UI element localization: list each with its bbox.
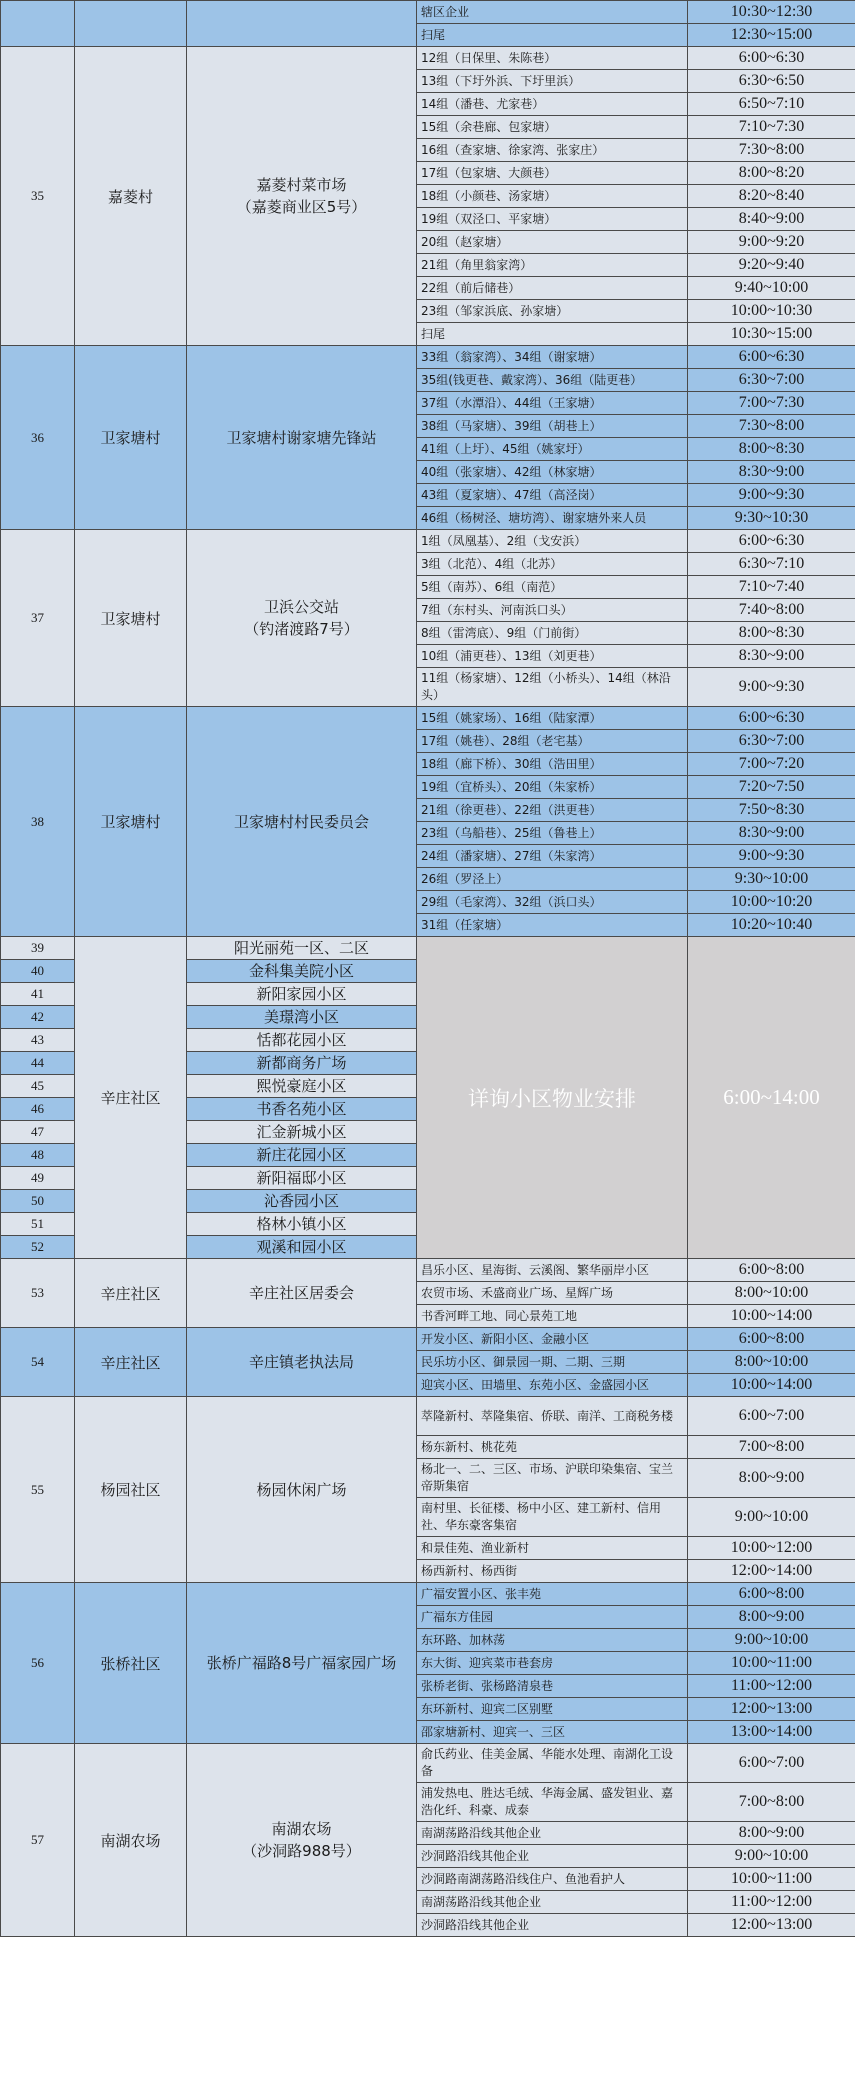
table-row (1, 1, 855, 24)
collection-site: 南湖农场 （沙洞路988号） (187, 1744, 417, 1937)
group-cell: 萃隆新村、萃隆集宿、侨联、南洋、工商税务楼 (417, 1397, 688, 1436)
group-cell: 14组（潘巷、尤家巷） (417, 93, 688, 116)
village-name: 卫家塘村 (75, 707, 187, 937)
collection-site: 汇金新城小区 (187, 1121, 417, 1144)
village-name (75, 1, 187, 47)
group-cell: 20组（赵家塘） (417, 231, 688, 254)
village-name: 南湖农场 (75, 1744, 187, 1937)
group-cell: 民乐坊小区、御景园一期、二期、三期 (417, 1351, 688, 1374)
group-cell: 15组（余巷廊、包家塘） (417, 116, 688, 139)
row-number: 36 (1, 346, 75, 530)
row-number: 45 (1, 1075, 75, 1098)
time-cell: 10:00~10:30 (688, 300, 855, 323)
group-cell: 杨西新村、杨西街 (417, 1560, 688, 1583)
group-cell: 东环路、加林荡 (417, 1629, 688, 1652)
time-cell: 9:00~10:00 (688, 1629, 855, 1652)
group-cell: 40组（张家塘）、42组（林家塘） (417, 461, 688, 484)
time-cell: 12:30~15:00 (688, 24, 855, 47)
group-cell: 19组（双泾口、平家塘） (417, 208, 688, 231)
time-cell: 10:00~11:00 (688, 1868, 855, 1891)
time-cell: 6:00~8:00 (688, 1259, 855, 1282)
row-number: 38 (1, 707, 75, 937)
table-row (1, 1583, 855, 1606)
row-number: 42 (1, 1006, 75, 1029)
group-cell: 23组（邹家浜底、孙家塘） (417, 300, 688, 323)
table-row (1, 1397, 855, 1436)
time-cell: 6:00~6:30 (688, 707, 855, 730)
time-cell: 6:00~7:00 (688, 1397, 855, 1436)
time-cell: 7:50~8:30 (688, 799, 855, 822)
collection-site: 阳光丽苑一区、二区 (187, 937, 417, 960)
village-name: 杨园社区 (75, 1397, 187, 1583)
row-number: 37 (1, 530, 75, 707)
collection-site: 书香名苑小区 (187, 1098, 417, 1121)
row-number: 41 (1, 983, 75, 1006)
row-number (1, 1, 75, 47)
group-cell: 18组（廊下桥）、30组（浩田里） (417, 753, 688, 776)
collection-site: 卫浜公交站 （钓渚渡路7号） (187, 530, 417, 707)
group-cell: 41组（上圩）、45组（姚家圩） (417, 438, 688, 461)
group-cell: 21组（角里翁家湾） (417, 254, 688, 277)
group-cell: 昌乐小区、星海街、云溪阁、繁华丽岸小区 (417, 1259, 688, 1282)
time-cell: 9:00~10:00 (688, 1498, 855, 1537)
group-cell: 17组（姚巷）、28组（老宅基） (417, 730, 688, 753)
group-cell: 17组（包家塘、大颜巷） (417, 162, 688, 185)
group-cell: 33组（翁家湾）、34组（谢家塘） (417, 346, 688, 369)
table-row (1, 707, 855, 730)
time-cell: 10:30~12:30 (688, 1, 855, 24)
collection-site: 辛庄镇老执法局 (187, 1328, 417, 1397)
table-row (1, 530, 855, 553)
time-cell: 9:30~10:00 (688, 868, 855, 891)
collection-site: 沁香园小区 (187, 1190, 417, 1213)
group-cell: 46组（杨树泾、塘坊湾）、谢家塘外来人员 (417, 507, 688, 530)
group-cell: 广福安置小区、张丰苑 (417, 1583, 688, 1606)
group-cell: 11组（杨家塘）、12组（小桥头）、14组（林沿头） (417, 668, 688, 707)
group-cell: 35组(钱更巷、戴家湾）、36组（陆更巷） (417, 369, 688, 392)
time-cell: 10:00~14:00 (688, 1374, 855, 1397)
village-name: 辛庄社区 (75, 1328, 187, 1397)
row-number: 47 (1, 1121, 75, 1144)
row-number: 44 (1, 1052, 75, 1075)
village-name: 卫家塘村 (75, 530, 187, 707)
group-cell: 沙洞路南湖荡路沿线住户、鱼池看护人 (417, 1868, 688, 1891)
time-cell: 12:00~13:00 (688, 1698, 855, 1721)
time-cell: 7:00~7:20 (688, 753, 855, 776)
group-cell: 37组（水潭沿）、44组（王家塘） (417, 392, 688, 415)
row-number: 53 (1, 1259, 75, 1328)
group-cell: 邵家塘新村、迎宾一、三区 (417, 1721, 688, 1744)
collection-site: 观溪和园小区 (187, 1236, 417, 1259)
group-cell: 南湖荡路沿线其他企业 (417, 1891, 688, 1914)
time-cell: 6:30~7:10 (688, 553, 855, 576)
village-name: 辛庄社区 (75, 1259, 187, 1328)
row-number: 40 (1, 960, 75, 983)
time-cell: 6:00~8:00 (688, 1328, 855, 1351)
time-cell: 6:00~6:30 (688, 47, 855, 70)
group-cell: 18组（小颜巷、汤家塘） (417, 185, 688, 208)
time-cell: 7:00~7:30 (688, 392, 855, 415)
group-cell: 扫尾 (417, 24, 688, 47)
row-number: 52 (1, 1236, 75, 1259)
group-cell: 31组（任家塘） (417, 914, 688, 937)
row-number: 35 (1, 47, 75, 346)
row-number: 51 (1, 1213, 75, 1236)
table-row (1, 1744, 855, 1783)
group-cell: 16组（查家塘、徐家湾、张家庄） (417, 139, 688, 162)
time-cell: 9:00~9:20 (688, 231, 855, 254)
time-cell: 10:00~14:00 (688, 1305, 855, 1328)
village-name: 卫家塘村 (75, 346, 187, 530)
time-cell: 8:00~9:00 (688, 1459, 855, 1498)
group-cell: 19组（宜桥头）、20组（朱家桥） (417, 776, 688, 799)
village-name: 张桥社区 (75, 1583, 187, 1744)
collection-site: 金科集美院小区 (187, 960, 417, 983)
time-cell: 7:30~8:00 (688, 139, 855, 162)
collection-site: 格林小镇小区 (187, 1213, 417, 1236)
group-cell: 38组（马家塘）、39组（胡巷上） (417, 415, 688, 438)
group-cell: 26组（罗泾上） (417, 868, 688, 891)
time-cell: 6:30~6:50 (688, 70, 855, 93)
collection-site: 新阳福邸小区 (187, 1167, 417, 1190)
time-cell: 11:00~12:00 (688, 1891, 855, 1914)
time-cell: 12:00~13:00 (688, 1914, 855, 1937)
time-cell: 10:30~15:00 (688, 323, 855, 346)
village-name: 嘉菱村 (75, 47, 187, 346)
table-row (1, 47, 855, 70)
group-cell: 南村里、长征楼、杨中小区、建工新村、信用社、华东豪客集宿 (417, 1498, 688, 1537)
time-cell: 6:30~7:00 (688, 730, 855, 753)
time-cell: 9:00~9:30 (688, 668, 855, 707)
row-number: 57 (1, 1744, 75, 1937)
time-cell: 10:00~11:00 (688, 1652, 855, 1675)
time-cell: 13:00~14:00 (688, 1721, 855, 1744)
merged-time-range: 6:00~14:00 (688, 937, 855, 1259)
group-cell: 南湖荡路沿线其他企业 (417, 1822, 688, 1845)
time-cell: 7:20~7:50 (688, 776, 855, 799)
time-cell: 10:00~10:20 (688, 891, 855, 914)
time-cell: 10:20~10:40 (688, 914, 855, 937)
row-number: 48 (1, 1144, 75, 1167)
time-cell: 8:00~10:00 (688, 1351, 855, 1374)
collection-site: 卫家塘村谢家塘先锋站 (187, 346, 417, 530)
time-cell: 9:00~9:30 (688, 845, 855, 868)
group-cell: 23组（乌船巷）、25组（鲁巷上） (417, 822, 688, 845)
group-cell: 22组（前后储巷） (417, 277, 688, 300)
collection-site: 熙悦豪庭小区 (187, 1075, 417, 1098)
time-cell: 12:00~14:00 (688, 1560, 855, 1583)
time-cell: 6:00~7:00 (688, 1744, 855, 1783)
time-cell: 10:00~12:00 (688, 1537, 855, 1560)
row-number: 49 (1, 1167, 75, 1190)
time-cell: 8:00~9:00 (688, 1822, 855, 1845)
time-cell: 9:30~10:30 (688, 507, 855, 530)
group-cell: 21组（徐更巷）、22组（洪更巷） (417, 799, 688, 822)
collection-site: 辛庄社区居委会 (187, 1259, 417, 1328)
group-cell: 广福东方佳园 (417, 1606, 688, 1629)
time-cell: 8:30~9:00 (688, 645, 855, 668)
time-cell: 7:40~8:00 (688, 599, 855, 622)
time-cell: 8:30~9:00 (688, 461, 855, 484)
village-name: 辛庄社区 (75, 937, 187, 1259)
table-row (1, 1259, 855, 1282)
row-number: 50 (1, 1190, 75, 1213)
collection-site: 杨园休闲广场 (187, 1397, 417, 1583)
group-cell: 7组（东村头、河南浜口头） (417, 599, 688, 622)
group-cell: 29组（毛家湾）、32组（浜口头） (417, 891, 688, 914)
time-cell: 8:00~8:30 (688, 438, 855, 461)
group-cell: 3组（北范）、4组（北苏） (417, 553, 688, 576)
time-cell: 8:00~10:00 (688, 1282, 855, 1305)
time-cell: 9:00~9:30 (688, 484, 855, 507)
collection-site: 卫家塘村村民委员会 (187, 707, 417, 937)
group-cell: 东大街、迎宾菜市巷套房 (417, 1652, 688, 1675)
time-cell: 8:20~8:40 (688, 185, 855, 208)
group-cell: 43组（夏家塘）、47组（高泾岗） (417, 484, 688, 507)
group-cell: 东环新村、迎宾二区别墅 (417, 1698, 688, 1721)
time-cell: 9:40~10:00 (688, 277, 855, 300)
group-cell: 迎宾小区、田墙里、东苑小区、金盛园小区 (417, 1374, 688, 1397)
time-cell: 8:40~9:00 (688, 208, 855, 231)
row-number: 55 (1, 1397, 75, 1583)
group-cell: 沙洞路沿线其他企业 (417, 1914, 688, 1937)
time-cell: 8:00~9:00 (688, 1606, 855, 1629)
time-cell: 6:50~7:10 (688, 93, 855, 116)
group-cell: 沙洞路沿线其他企业 (417, 1845, 688, 1868)
group-cell: 和景佳苑、渔业新村 (417, 1537, 688, 1560)
collection-site: 张桥广福路8号广福家园广场 (187, 1583, 417, 1744)
group-cell: 辖区企业 (417, 1, 688, 24)
group-cell: 12组（日保里、朱陈巷） (417, 47, 688, 70)
group-cell: 13组（下圩外浜、下圩里浜） (417, 70, 688, 93)
row-number: 46 (1, 1098, 75, 1121)
group-cell: 开发小区、新阳小区、金融小区 (417, 1328, 688, 1351)
group-cell: 杨北一、二、三区、市场、沪联印染集宿、宝兰帝斯集宿 (417, 1459, 688, 1498)
group-cell: 15组（姚家场）、16组（陆家潭） (417, 707, 688, 730)
time-cell: 6:30~7:00 (688, 369, 855, 392)
table-row (1, 346, 855, 369)
group-cell: 24组（潘家塘）、27组（朱家湾） (417, 845, 688, 868)
collection-site: 嘉菱村菜市场 （嘉菱商业区5号） (187, 47, 417, 346)
collection-site: 恬都花园小区 (187, 1029, 417, 1052)
group-cell: 杨东新村、桃花苑 (417, 1436, 688, 1459)
group-cell: 8组（雷湾底）、9组（门前街） (417, 622, 688, 645)
group-cell: 10组（浦更巷）、13组（刘更巷） (417, 645, 688, 668)
row-number: 56 (1, 1583, 75, 1744)
time-cell: 7:30~8:00 (688, 415, 855, 438)
group-cell: 5组（南苏）、6组（南范） (417, 576, 688, 599)
time-cell: 11:00~12:00 (688, 1675, 855, 1698)
collection-site: 新都商务广场 (187, 1052, 417, 1075)
time-cell: 7:10~7:30 (688, 116, 855, 139)
time-cell: 6:00~8:00 (688, 1583, 855, 1606)
time-cell: 6:00~6:30 (688, 346, 855, 369)
time-cell: 8:00~8:30 (688, 622, 855, 645)
row-number: 39 (1, 937, 75, 960)
time-cell: 9:20~9:40 (688, 254, 855, 277)
collection-site: 新庄花园小区 (187, 1144, 417, 1167)
time-cell: 7:10~7:40 (688, 576, 855, 599)
time-cell: 9:00~10:00 (688, 1845, 855, 1868)
group-cell: 俞氏药业、佳美金属、华能水处理、南湖化工设备 (417, 1744, 688, 1783)
time-cell: 7:00~8:00 (688, 1783, 855, 1822)
time-cell: 6:00~6:30 (688, 530, 855, 553)
row-number: 54 (1, 1328, 75, 1397)
table-row (1, 937, 855, 960)
table-row (1, 1328, 855, 1351)
group-cell: 1组（凤凰基）、2组（戈安浜） (417, 530, 688, 553)
group-cell: 浦发热电、胜达毛绒、华海金属、盛发钽业、嘉浩化纤、科豪、成泰 (417, 1783, 688, 1822)
time-cell: 7:00~8:00 (688, 1436, 855, 1459)
merged-arrangement-note: 详询小区物业安排 (417, 937, 688, 1259)
group-cell: 扫尾 (417, 323, 688, 346)
collection-site: 美璟湾小区 (187, 1006, 417, 1029)
time-cell: 8:30~9:00 (688, 822, 855, 845)
group-cell: 书香河畔工地、同心景苑工地 (417, 1305, 688, 1328)
time-cell: 8:00~8:20 (688, 162, 855, 185)
collection-site (187, 1, 417, 47)
collection-site: 新阳家园小区 (187, 983, 417, 1006)
group-cell: 张桥老街、张杨路清泉巷 (417, 1675, 688, 1698)
group-cell: 农贸市场、禾盛商业广场、星辉广场 (417, 1282, 688, 1305)
row-number: 43 (1, 1029, 75, 1052)
